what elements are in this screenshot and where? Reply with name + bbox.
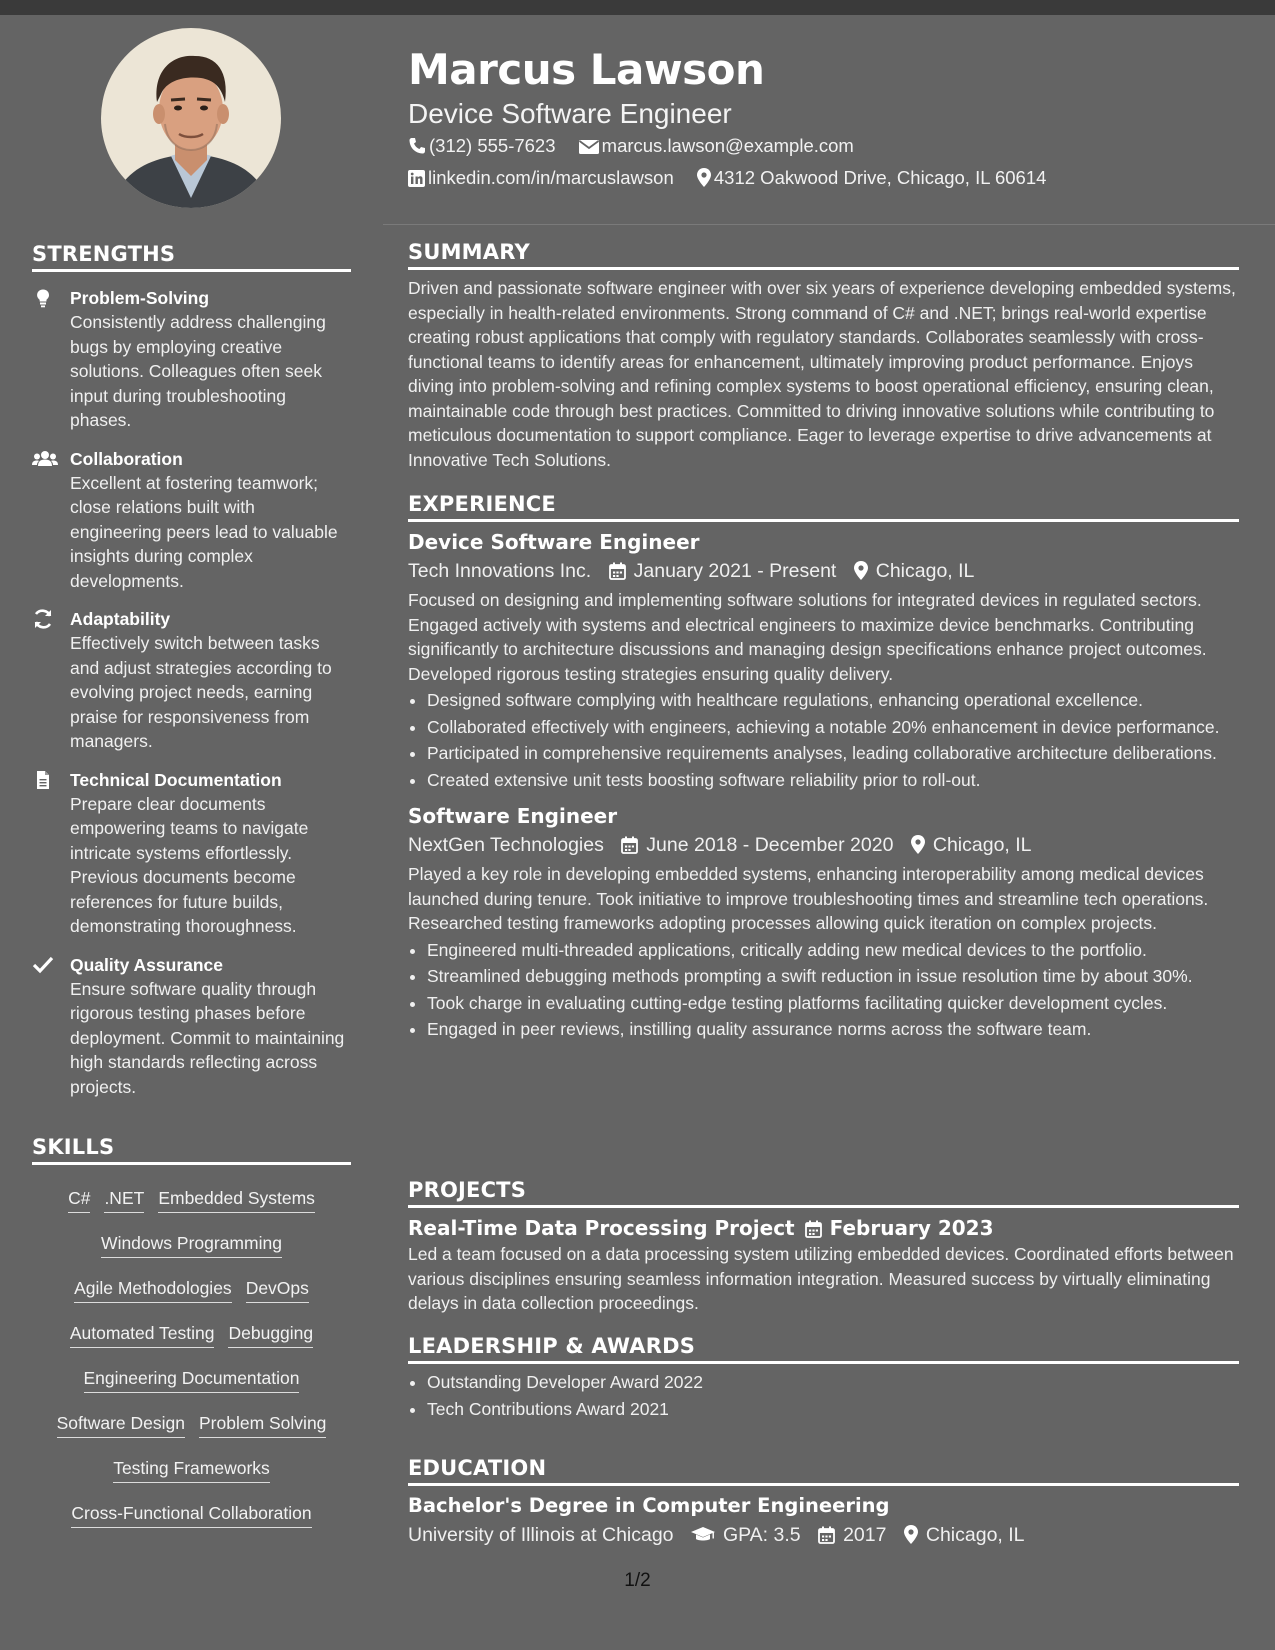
map-pin-icon <box>697 168 711 187</box>
skill-tag: Cross-Functional Collaboration <box>71 1502 311 1528</box>
projects-section <box>408 1178 1239 1316</box>
job-location: Chicago, IL <box>932 834 1032 856</box>
map-pin-icon <box>854 561 868 580</box>
refresh-icon <box>32 608 56 630</box>
project-description: Led a team focused on a data processing system utilizing embedded devices. Coordinated efforts between various disciplines ensuring seamless information integration. Measured success by virtually eliminating delays in data collection proceedings. <box>408 1244 1234 1313</box>
address-contact <box>697 166 1047 190</box>
strengths-heading: STRENGTHS <box>32 242 351 272</box>
project-date: February 2023 <box>829 1216 994 1240</box>
skill-row <box>32 1277 351 1322</box>
job-bullet: • Participated in comprehensive requirements analyses, leading collaborative architecture deliberations. <box>427 741 1239 766</box>
projects-heading: PROJECTS <box>408 1178 1239 1208</box>
education-degree: Bachelor's Degree in Computer Engineering <box>408 1494 890 1517</box>
job-bullet: • Collaborated effectively with engineers, achieving a notable 20% enhancement in device performance. <box>427 715 1239 740</box>
education-year: 2017 <box>843 1524 887 1546</box>
linkedin-text: linkedin.com/in/marcuslawson <box>428 167 674 188</box>
education-section <box>408 1456 1239 1550</box>
phone-text: (312) 555-7623 <box>429 135 556 156</box>
strength-title: Technical Documentation <box>70 769 282 790</box>
job-role: Device Software Engineer <box>408 530 700 554</box>
job-bullet: • Took charge in evaluating cutting-edge testing platforms facilitating quicker development cycles. <box>427 991 1239 1016</box>
job-bullets <box>408 938 1239 1042</box>
job-dates: January 2021 - Present <box>633 560 837 582</box>
skill-row <box>32 1457 351 1502</box>
skill-tag: Engineering Documentation <box>84 1367 300 1393</box>
calendar-icon <box>805 1220 822 1238</box>
award-item: • Tech Contributions Award 2021 <box>427 1397 1239 1422</box>
job-bullet: • Engaged in peer reviews, instilling quality assurance norms across the software team. <box>427 1017 1239 1042</box>
skill-tag: C# <box>68 1187 90 1213</box>
job-bullet: • Designed software complying with healthcare regulations, enhancing operational excellence. <box>427 688 1239 713</box>
education-meta <box>408 1520 1239 1550</box>
phone-icon <box>408 137 426 155</box>
users-icon <box>32 448 56 470</box>
job-company: Tech Innovations Inc. <box>408 560 592 582</box>
skill-row <box>32 1187 351 1232</box>
address-text: 4312 Oakwood Drive, Chicago, IL 60614 <box>713 167 1047 188</box>
education-location: Chicago, IL <box>925 1524 1025 1546</box>
skills-list <box>32 1187 351 1547</box>
job-location: Chicago, IL <box>875 560 975 582</box>
page-number: 1/2 <box>624 1570 651 1591</box>
job-dates: June 2018 - December 2020 <box>646 834 894 856</box>
envelope-icon <box>579 139 599 155</box>
graduation-cap-icon <box>691 1526 715 1544</box>
email-contact[interactable] <box>579 134 854 158</box>
strength-item <box>32 954 351 1100</box>
summary-heading: SUMMARY <box>408 240 1239 270</box>
calendar-icon <box>621 836 638 854</box>
project-name: Real-Time Data Processing Project <box>408 1216 795 1240</box>
strength-title: Collaboration <box>70 448 183 469</box>
skill-tag: Agile Methodologies <box>74 1277 232 1303</box>
job-company: NextGen Technologies <box>408 834 604 856</box>
awards-list <box>408 1370 1239 1421</box>
map-pin-icon <box>911 835 925 854</box>
strength-description: Effectively switch between tasks and adjust strategies according to evolving project needs, earning praise for responsiveness from managers. <box>70 633 332 751</box>
strength-title: Quality Assurance <box>70 954 224 975</box>
awards-section <box>408 1334 1239 1423</box>
email-text: marcus.lawson@example.com <box>601 135 854 156</box>
contact-row-1 <box>408 134 872 158</box>
skill-row <box>32 1322 351 1367</box>
education-school: University of Illinois at Chicago <box>408 1524 674 1546</box>
project-header <box>408 1214 1239 1242</box>
strengths-list <box>32 287 351 1114</box>
education-gpa: GPA: 3.5 <box>722 1524 801 1546</box>
linkedin-contact[interactable] <box>408 166 674 190</box>
skill-row <box>32 1367 351 1412</box>
strength-title: Adaptability <box>70 609 171 629</box>
strength-description: Consistently address challenging bugs by employing creative solutions. Colleagues often seek input during troubleshooting phases. <box>70 312 326 430</box>
strength-item <box>32 608 351 754</box>
skill-tag: Testing Frameworks <box>113 1457 270 1483</box>
job-bullet: • Streamlined debugging methods prompting a swift reduction in issue resolution time by about 30%. <box>427 964 1239 989</box>
linkedin-icon <box>408 170 425 187</box>
strength-item <box>32 769 351 939</box>
profile-photo <box>101 28 281 208</box>
skill-row <box>32 1412 351 1457</box>
skill-tag: Problem Solving <box>199 1412 326 1438</box>
job-meta <box>408 830 1239 860</box>
job-bullets <box>408 688 1239 792</box>
strength-description: Prepare clear documents empowering teams to navigate intricate systems effortlessly. Previous documents become references for future builds, demonstrating thoroughness. <box>70 793 309 936</box>
job-bullet: • Engineered multi-threaded applications, critically adding new medical devices to the portfolio. <box>427 938 1239 963</box>
calendar-icon <box>818 1526 835 1544</box>
header-divider <box>383 224 1275 225</box>
skill-tag: .NET <box>104 1187 144 1213</box>
job-description: Played a key role in developing embedded systems, enhancing interoperability among medical devices launched during tenure. Took initiative to improve troubleshooting times and streamline tech operations. Researched testing frameworks adopting processes allowing quick iteration on complex projects. <box>408 864 1209 933</box>
experience-heading: EXPERIENCE <box>408 492 1239 522</box>
job-description: Focused on designing and implementing software solutions for integrated devices in regulated sectors. Engaged actively with systems and electrical engineers to maximize device benchmarks. Contributing significantly to architecture discussions and managing design specifications enhance project outcomes. Developed rigorous testing strategies ensuring quality delivery. <box>408 590 1207 684</box>
education-heading: EDUCATION <box>408 1456 1239 1486</box>
skill-tag: Debugging <box>228 1322 313 1348</box>
checkmark-icon <box>32 954 56 976</box>
skill-row <box>32 1502 351 1547</box>
awards-heading: LEADERSHIP & AWARDS <box>408 1334 1239 1364</box>
job-role: Software Engineer <box>408 804 618 828</box>
summary-section <box>408 240 1239 472</box>
experience-section <box>408 492 1239 1044</box>
skill-tag: Automated Testing <box>70 1322 215 1348</box>
strength-title: Problem-Solving <box>70 288 210 308</box>
skill-tag: DevOps <box>246 1277 309 1303</box>
candidate-title: Device Software Engineer <box>408 98 732 129</box>
job-meta <box>408 556 1239 586</box>
award-item: • Outstanding Developer Award 2022 <box>427 1370 1239 1395</box>
strength-description: Excellent at fostering teamwork; close relations built with engineering peers lead to valuable insights during complex developments. <box>70 472 338 591</box>
strength-description: Ensure software quality through rigorous testing phases before deployment. Commit to maintaining high standards reflecting across projects. <box>70 978 345 1097</box>
document-icon <box>32 769 56 791</box>
job-bullet: • Created extensive unit tests boosting software reliability prior to roll-out. <box>427 768 1239 793</box>
summary-text: Driven and passionate software engineer with over six years of experience developing embedded systems, especially in health-related environments. Strong command of C# and .NET; brings real-world expertise creating robust applications that comply with regulatory standards. Collaborates seamlessly with cross-functional teams to identify areas for enhancement, ultimately improving product performance. Enjoys diving into problem-solving and refining complex systems to boost operational efficiency, ensuring clean, maintainable code through best practices. Committed to driving innovative solutions while contributing to meticulous documentation to support compliance. Eager to leverage expertise to drive advancements at Innovative Tech Solutions. <box>408 278 1236 470</box>
candidate-name: Marcus Lawson <box>408 45 765 94</box>
skill-tag: Embedded Systems <box>158 1187 315 1213</box>
skill-tag: Software Design <box>57 1412 185 1438</box>
strength-item <box>32 448 351 594</box>
skills-heading: SKILLS <box>32 1135 351 1165</box>
calendar-icon <box>609 562 626 580</box>
top-bar <box>0 0 1275 15</box>
job-entry <box>408 802 1239 1042</box>
contact-row-2 <box>408 166 1064 190</box>
job-entry <box>408 528 1239 792</box>
map-pin-icon <box>904 1525 918 1544</box>
lightbulb-icon <box>32 287 56 309</box>
strength-item <box>32 287 351 433</box>
skill-row <box>32 1232 351 1277</box>
phone-contact[interactable] <box>408 134 556 158</box>
skill-tag: Windows Programming <box>101 1232 282 1258</box>
